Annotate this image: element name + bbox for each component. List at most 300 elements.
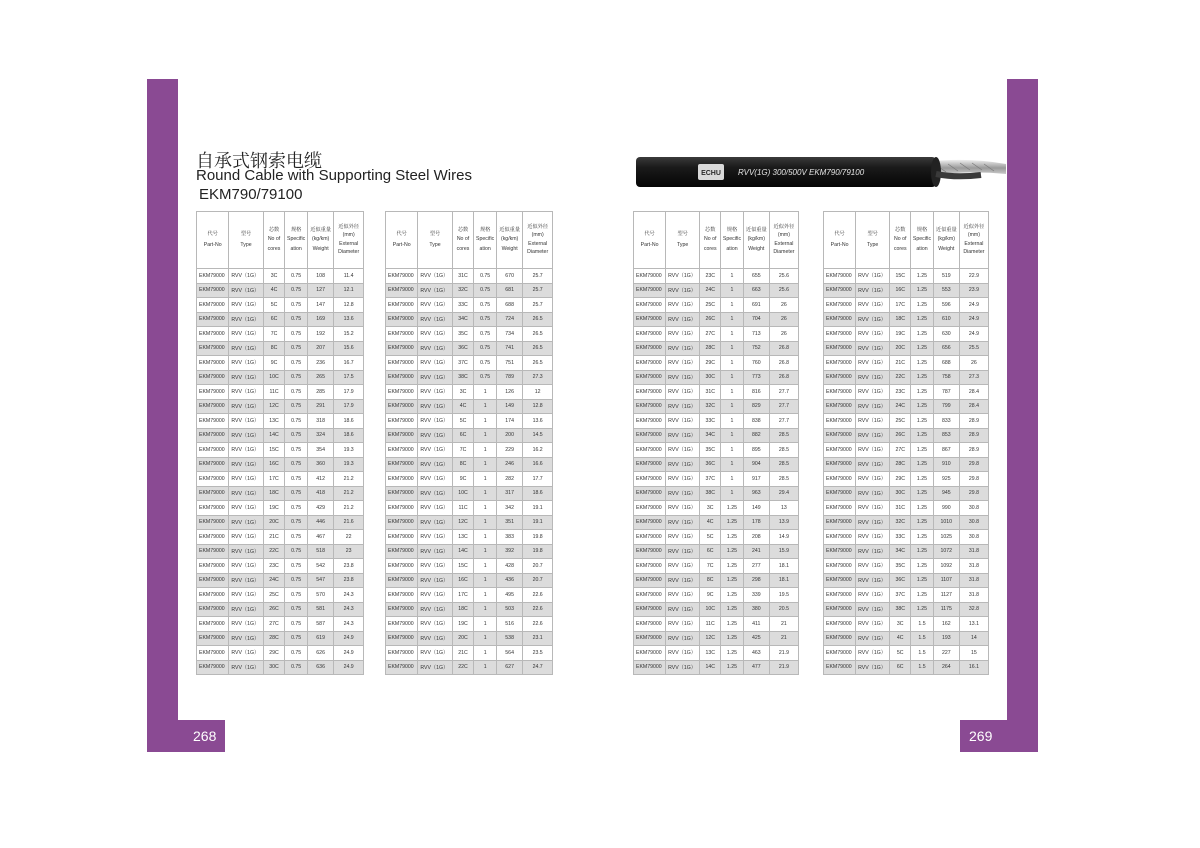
table-cell: 0.75 — [285, 312, 308, 327]
table-cell: 21.9 — [769, 646, 798, 661]
table-cell: 22.6 — [523, 588, 553, 603]
table-row — [824, 443, 989, 458]
table-row — [197, 617, 364, 632]
table-row — [197, 399, 364, 414]
table-cell: EKM79000 — [197, 370, 229, 385]
table-cell: 436 — [496, 573, 522, 588]
table-cell: 1 — [474, 501, 497, 516]
table-cell: EKM79000 — [824, 631, 856, 646]
table-cell: 1.25 — [721, 646, 744, 661]
table-cell: RVV（1G） — [666, 283, 700, 298]
table-row — [386, 443, 553, 458]
table-cell: 12C — [700, 631, 721, 646]
table-cell: 25C — [263, 588, 285, 603]
table-cell: 0.75 — [474, 356, 497, 371]
table-cell: 0.75 — [474, 269, 497, 284]
table-cell: EKM79000 — [197, 269, 229, 284]
table-cell: 174 — [496, 414, 522, 429]
table-cell: 14 — [959, 631, 988, 646]
table-cell: 25.7 — [523, 269, 553, 284]
table-cell: 1.25 — [911, 370, 934, 385]
table-cell: RVV（1G） — [229, 530, 263, 545]
table-row — [634, 356, 799, 371]
table-cell: EKM79000 — [386, 660, 418, 675]
table-cell: 1.25 — [721, 501, 744, 516]
table-row — [824, 298, 989, 313]
table-row — [386, 327, 553, 342]
table-cell: 15.6 — [334, 341, 364, 356]
table-cell: 1.25 — [911, 544, 934, 559]
table-cell: 241 — [743, 544, 769, 559]
table-cell: 18.6 — [334, 414, 364, 429]
table-cell: 1 — [721, 385, 744, 400]
table-cell: RVV（1G） — [418, 530, 452, 545]
table-row — [197, 530, 364, 545]
table-row — [386, 414, 553, 429]
table-cell: EKM79000 — [197, 501, 229, 516]
table-cell: 24C — [890, 399, 911, 414]
table-row — [386, 283, 553, 298]
table-cell: 23.1 — [523, 631, 553, 646]
table-cell: 26.5 — [523, 312, 553, 327]
table-cell: 4C — [700, 515, 721, 530]
table-cell: 360 — [307, 457, 333, 472]
table-cell: 0.75 — [285, 646, 308, 661]
table-cell: 751 — [496, 356, 522, 371]
table-row — [197, 559, 364, 574]
table-row — [197, 544, 364, 559]
table-cell: 1.5 — [911, 646, 934, 661]
table-row — [824, 617, 989, 632]
table-cell: EKM79000 — [824, 617, 856, 632]
table-cell: 1.25 — [911, 588, 934, 603]
table-cell: 1 — [474, 515, 497, 530]
page-number-right: 269 — [969, 728, 993, 744]
table-cell: 12 — [523, 385, 553, 400]
table-cell: RVV（1G） — [229, 660, 263, 675]
table-cell: 412 — [307, 472, 333, 487]
table-row — [386, 399, 553, 414]
table-cell: RVV（1G） — [666, 646, 700, 661]
table-cell: 724 — [496, 312, 522, 327]
table-row — [634, 312, 799, 327]
table-cell: RVV（1G） — [229, 646, 263, 661]
table-cell: RVV（1G） — [666, 631, 700, 646]
table-cell: 26 — [959, 356, 988, 371]
spec-table-1 — [196, 211, 364, 675]
table-cell: EKM79000 — [386, 602, 418, 617]
table-cell: 38C — [890, 602, 911, 617]
table-cell: 22C — [263, 544, 285, 559]
table-cell: 1.25 — [721, 660, 744, 675]
table-cell: 227 — [933, 646, 959, 661]
table-cell: 16.6 — [523, 457, 553, 472]
table-cell: 27.3 — [959, 370, 988, 385]
table-cell: 32.8 — [959, 602, 988, 617]
table-cell: RVV（1G） — [418, 298, 452, 313]
table-cell: RVV（1G） — [856, 588, 890, 603]
table-cell: RVV（1G） — [666, 588, 700, 603]
table-cell: 14C — [700, 660, 721, 675]
table-cell: 26.5 — [523, 356, 553, 371]
table-cell: EKM79000 — [386, 486, 418, 501]
table-cell: EKM79000 — [197, 414, 229, 429]
table-cell: 19.1 — [523, 501, 553, 516]
header-weight: 近似重量 (kg/km) Weight — [933, 212, 959, 269]
table-cell: EKM79000 — [197, 399, 229, 414]
table-cell: RVV（1G） — [856, 457, 890, 472]
table-cell: 11.4 — [334, 269, 364, 284]
table-cell: 627 — [496, 660, 522, 675]
table-cell: RVV（1G） — [856, 486, 890, 501]
table-cell: 760 — [743, 356, 769, 371]
table-cell: 477 — [743, 660, 769, 675]
table-row — [386, 428, 553, 443]
table-cell: EKM79000 — [634, 414, 666, 429]
cable-logo: ECHU — [701, 170, 721, 177]
table-row — [386, 544, 553, 559]
table-cell: 895 — [743, 443, 769, 458]
table-cell: 15.9 — [769, 544, 798, 559]
table-cell: RVV（1G） — [229, 588, 263, 603]
table-cell: RVV（1G） — [666, 385, 700, 400]
table-row — [634, 588, 799, 603]
table-cell: 30.8 — [959, 530, 988, 545]
table-cell: 17C — [452, 588, 474, 603]
table-cell: 4C — [890, 631, 911, 646]
table-cell: 162 — [933, 617, 959, 632]
table-cell: EKM79000 — [386, 298, 418, 313]
table-cell: 18C — [263, 486, 285, 501]
table-cell: EKM79000 — [634, 356, 666, 371]
table-cell: RVV（1G） — [229, 399, 263, 414]
table-cell: RVV（1G） — [666, 472, 700, 487]
table-cell: 149 — [743, 501, 769, 516]
table-cell: 0.75 — [285, 414, 308, 429]
table-cell: 19C — [263, 501, 285, 516]
table-cell: 22 — [334, 530, 364, 545]
table-cell: 11C — [263, 385, 285, 400]
table-cell: EKM79000 — [197, 443, 229, 458]
table-cell: 1.25 — [911, 399, 934, 414]
table-cell: EKM79000 — [386, 385, 418, 400]
table-cell: 1 — [474, 399, 497, 414]
table-row — [197, 356, 364, 371]
title-chinese: 自承式钢索电缆 — [196, 151, 322, 172]
table-cell: 6C — [890, 660, 911, 675]
table-cell: 26.8 — [769, 356, 798, 371]
header-diameter: 近似外径 (mm) External Diameter — [523, 212, 553, 269]
table-cell: 829 — [743, 399, 769, 414]
table-cell: 516 — [496, 617, 522, 632]
table-cell: RVV（1G） — [418, 283, 452, 298]
table-cell: 925 — [933, 472, 959, 487]
table-cell: 35C — [700, 443, 721, 458]
table-cell: 1.25 — [911, 602, 934, 617]
spec-table-4 — [823, 211, 989, 675]
table-cell: RVV（1G） — [229, 617, 263, 632]
table-cell: EKM79000 — [197, 573, 229, 588]
table-row — [824, 602, 989, 617]
table-cell: 0.75 — [285, 515, 308, 530]
table-cell: 1 — [474, 646, 497, 661]
table-cell: 688 — [933, 356, 959, 371]
table-cell: 636 — [307, 660, 333, 675]
table-cell: 8C — [263, 341, 285, 356]
table-cell: 28.5 — [769, 457, 798, 472]
table-cell: EKM79000 — [386, 530, 418, 545]
header-type: 型号 Type — [856, 212, 890, 269]
table-cell: 30.8 — [959, 515, 988, 530]
table-cell: 619 — [307, 631, 333, 646]
table-cell: 28.9 — [959, 443, 988, 458]
table-cell: 18C — [452, 602, 474, 617]
table-row — [634, 573, 799, 588]
table-cell: 13.9 — [769, 515, 798, 530]
table-cell: RVV（1G） — [856, 573, 890, 588]
table-cell: RVV（1G） — [418, 327, 452, 342]
table-cell: EKM79000 — [197, 356, 229, 371]
table-cell: 317 — [496, 486, 522, 501]
table-cell: EKM79000 — [197, 486, 229, 501]
table-row — [197, 414, 364, 429]
table-cell: 1072 — [933, 544, 959, 559]
cable-print: RVV(1G) 300/500V EKM790/79100 — [738, 168, 865, 177]
table-cell: 4C — [263, 283, 285, 298]
table-cell: 22.9 — [959, 269, 988, 284]
table-cell: EKM79000 — [634, 602, 666, 617]
table-cell: 1.25 — [721, 617, 744, 632]
table-cell: 1.25 — [721, 573, 744, 588]
table-cell: 28.5 — [769, 443, 798, 458]
table-cell: 0.75 — [285, 573, 308, 588]
table-cell: 8C — [452, 457, 474, 472]
table-cell: 1 — [721, 356, 744, 371]
table-row — [386, 269, 553, 284]
table-cell: 15C — [263, 443, 285, 458]
table-cell: 28.5 — [769, 472, 798, 487]
table-row — [634, 486, 799, 501]
table-cell: 446 — [307, 515, 333, 530]
table-cell: 21C — [890, 356, 911, 371]
table-cell: 1 — [474, 660, 497, 675]
table-cell: 19C — [890, 327, 911, 342]
table-cell: 22C — [890, 370, 911, 385]
table-cell: 18.1 — [769, 559, 798, 574]
table-cell: 1 — [721, 414, 744, 429]
table-cell: RVV（1G） — [856, 631, 890, 646]
table-cell: 18C — [890, 312, 911, 327]
table-cell: 23C — [263, 559, 285, 574]
table-cell: 15.2 — [334, 327, 364, 342]
table-cell: 13C — [700, 646, 721, 661]
table-cell: 10C — [700, 602, 721, 617]
table-cell: EKM79000 — [197, 385, 229, 400]
table-cell: 127 — [307, 283, 333, 298]
table-row — [386, 631, 553, 646]
table-cell: 1 — [721, 399, 744, 414]
table-cell: 11C — [452, 501, 474, 516]
table-cell: 681 — [496, 283, 522, 298]
table-row — [824, 269, 989, 284]
table-cell: 630 — [933, 327, 959, 342]
table-row — [634, 341, 799, 356]
table-cell: 34C — [890, 544, 911, 559]
table-row — [386, 370, 553, 385]
table-cell: EKM79000 — [197, 544, 229, 559]
table-cell: EKM79000 — [197, 312, 229, 327]
table-cell: RVV（1G） — [418, 399, 452, 414]
table-cell: RVV（1G） — [856, 414, 890, 429]
table-cell: EKM79000 — [386, 399, 418, 414]
table-cell: 16.2 — [523, 443, 553, 458]
table-cell: 19.3 — [334, 457, 364, 472]
table-cell: RVV（1G） — [418, 472, 452, 487]
table-cell: EKM79000 — [824, 312, 856, 327]
table-cell: RVV（1G） — [418, 312, 452, 327]
table-cell: 610 — [933, 312, 959, 327]
table-row — [197, 486, 364, 501]
table-cell: 1 — [474, 530, 497, 545]
table-cell: 0.75 — [285, 501, 308, 516]
table-cell: EKM79000 — [197, 617, 229, 632]
table-cell: RVV（1G） — [418, 515, 452, 530]
table-cell: 17.9 — [334, 399, 364, 414]
table-cell: 21 — [769, 631, 798, 646]
table-cell: 1107 — [933, 573, 959, 588]
table-cell: 0.75 — [285, 399, 308, 414]
table-cell: 26.8 — [769, 370, 798, 385]
table-cell: EKM79000 — [197, 588, 229, 603]
table-cell: 1.25 — [911, 428, 934, 443]
table-cell: RVV（1G） — [229, 428, 263, 443]
table-cell: 1.25 — [721, 559, 744, 574]
table-cell: EKM79000 — [386, 457, 418, 472]
table-cell: RVV（1G） — [856, 312, 890, 327]
table-cell: 1.5 — [911, 631, 934, 646]
table-cell: 192 — [307, 327, 333, 342]
table-cell: 1.25 — [911, 457, 934, 472]
table-cell: 26 — [769, 298, 798, 313]
table-cell: EKM79000 — [386, 356, 418, 371]
table-cell: 25.6 — [769, 283, 798, 298]
table-cell: 655 — [743, 269, 769, 284]
table-cell: EKM79000 — [386, 327, 418, 342]
table-row — [824, 457, 989, 472]
table-cell: EKM79000 — [386, 269, 418, 284]
table-cell: 23.9 — [959, 283, 988, 298]
table-cell: 1 — [474, 573, 497, 588]
table-cell: 0.75 — [285, 457, 308, 472]
table-cell: 20.7 — [523, 559, 553, 574]
table-row — [634, 443, 799, 458]
table-cell: 1.25 — [721, 602, 744, 617]
table-row — [197, 370, 364, 385]
table-cell: 17C — [263, 472, 285, 487]
table-cell: 17.5 — [334, 370, 364, 385]
table-row — [634, 414, 799, 429]
table-row — [824, 283, 989, 298]
table-cell: 21.6 — [334, 515, 364, 530]
table-cell: 19.1 — [523, 515, 553, 530]
table-cell: 5C — [452, 414, 474, 429]
table-cell: 542 — [307, 559, 333, 574]
table-cell: 1.25 — [911, 472, 934, 487]
table-cell: EKM79000 — [824, 501, 856, 516]
table-cell: 264 — [933, 660, 959, 675]
table-row — [634, 472, 799, 487]
table-cell: 21 — [769, 617, 798, 632]
table-row — [197, 501, 364, 516]
table-cell: EKM79000 — [386, 501, 418, 516]
table-row — [197, 283, 364, 298]
table-cell: EKM79000 — [386, 414, 418, 429]
title-code: EKM790/79100 — [199, 186, 303, 203]
table-cell: EKM79000 — [634, 341, 666, 356]
table-cell: 208 — [743, 530, 769, 545]
table-cell: 3C — [700, 501, 721, 516]
table-cell: 1 — [721, 298, 744, 313]
table-cell: RVV（1G） — [229, 573, 263, 588]
table-cell: 277 — [743, 559, 769, 574]
table-row — [634, 428, 799, 443]
table-cell: 7C — [263, 327, 285, 342]
table-cell: 20C — [263, 515, 285, 530]
table-cell: EKM79000 — [634, 646, 666, 661]
table-cell: 8C — [700, 573, 721, 588]
table-cell: 34C — [700, 428, 721, 443]
header-specification: 规格 Specific ation — [285, 212, 308, 269]
table-cell: 1.25 — [911, 515, 934, 530]
table-cell: 867 — [933, 443, 959, 458]
table-cell: 1.25 — [911, 573, 934, 588]
table-cell: 1.25 — [911, 559, 934, 574]
table-cell: EKM79000 — [197, 428, 229, 443]
table-cell: RVV（1G） — [418, 356, 452, 371]
table-cell: 838 — [743, 414, 769, 429]
table-cell: 19.3 — [334, 443, 364, 458]
table-cell: 20C — [890, 341, 911, 356]
table-cell: RVV（1G） — [229, 544, 263, 559]
table-row — [634, 602, 799, 617]
table-cell: 1.25 — [911, 283, 934, 298]
table-row — [197, 269, 364, 284]
table-cell: 799 — [933, 399, 959, 414]
table-cell: 36C — [890, 573, 911, 588]
table-cell: EKM79000 — [824, 283, 856, 298]
table-cell: 21.2 — [334, 486, 364, 501]
table-row — [824, 559, 989, 574]
table-cell: RVV（1G） — [666, 660, 700, 675]
table-cell: 20.7 — [523, 573, 553, 588]
table-row — [386, 515, 553, 530]
table-cell: 28.9 — [959, 428, 988, 443]
table-cell: 318 — [307, 414, 333, 429]
table-row — [824, 660, 989, 675]
table-cell: 31C — [890, 501, 911, 516]
table-row — [824, 646, 989, 661]
table-row — [824, 501, 989, 516]
table-cell: 904 — [743, 457, 769, 472]
table-cell: RVV（1G） — [418, 457, 452, 472]
table-cell: 0.75 — [285, 559, 308, 574]
table-cell: 169 — [307, 312, 333, 327]
table-cell: 207 — [307, 341, 333, 356]
table-cell: RVV（1G） — [666, 327, 700, 342]
table-row — [634, 660, 799, 675]
table-cell: RVV（1G） — [229, 602, 263, 617]
table-cell: 24.9 — [959, 312, 988, 327]
